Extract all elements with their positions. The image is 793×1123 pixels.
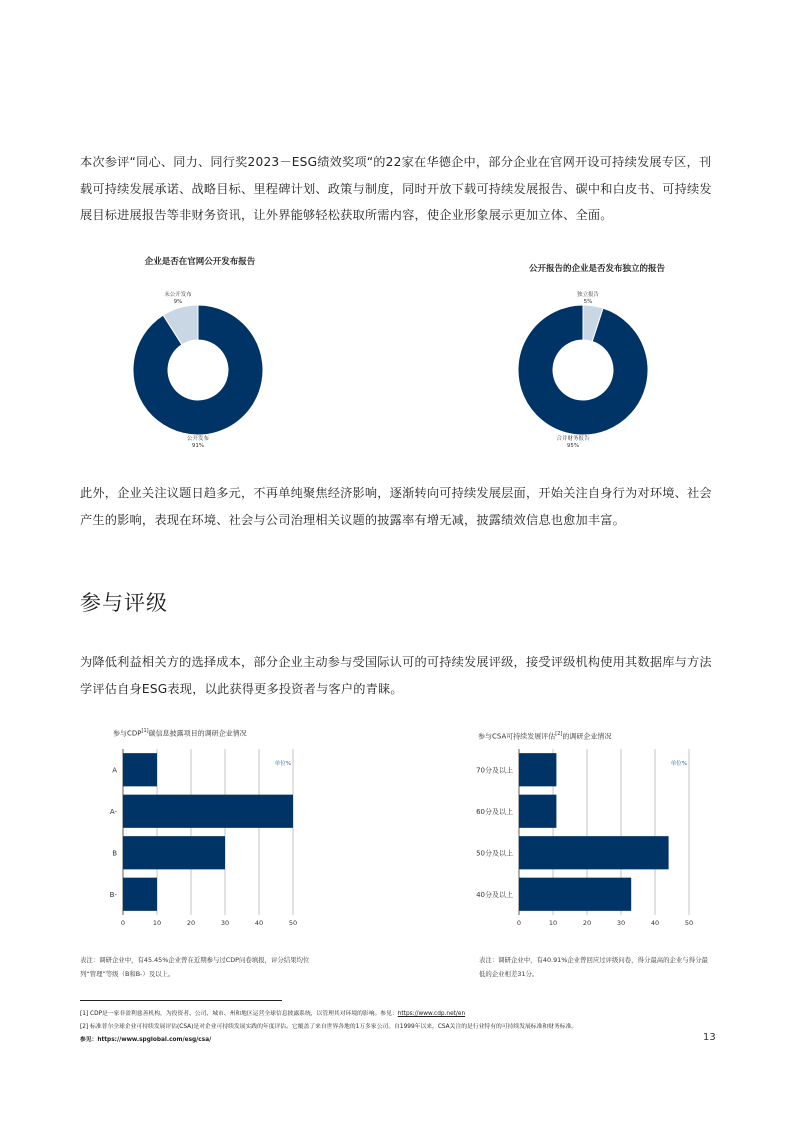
page-number: 13 <box>703 1032 716 1043</box>
bar-chart-2-bar <box>519 795 556 828</box>
section-title: 参与评级 <box>80 591 168 615</box>
donut-2-value-minor: 5% <box>583 299 593 305</box>
donut-1-value-minor: 9% <box>173 299 183 305</box>
bar-chart-1-tick-label: 40 <box>254 919 264 927</box>
bar-chart-1-title <box>113 728 247 738</box>
bar-chart-2-unit-label: 单位% <box>670 761 687 767</box>
donut-1-label-minor: 未公开发布 <box>164 292 192 298</box>
bar-chart-2-tick-label: 20 <box>582 919 592 927</box>
bar-chart-1-title-rest: 碳信息披露项目的调研企业情况 <box>148 729 247 738</box>
bar-chart-2 <box>470 745 700 935</box>
bar-chart-1-title-main: 参与CDP <box>113 729 142 738</box>
bar-chart-1-tick-label: 0 <box>120 919 126 927</box>
bar-chart-1-bar <box>123 878 157 911</box>
bar-chart-1-bar <box>123 753 157 786</box>
bar-chart-2-category-label: 50分及以上 <box>476 849 513 858</box>
bar-chart-2-tick-label: 0 <box>516 919 522 927</box>
bar-chart-1 <box>95 745 300 935</box>
bar-chart-2-tick-label: 50 <box>684 919 694 927</box>
donut-1-label-major: 公开发布 <box>186 436 210 442</box>
bar-chart-1-tick-label: 20 <box>186 919 196 927</box>
bar-chart-2-category-label: 70分及以上 <box>476 766 513 775</box>
bar-chart-1-bar <box>123 836 225 869</box>
donut-chart-2 <box>495 280 675 460</box>
note-left: 表注：调研企业中，有45.45%企业曾在近期参与过CDP问卷填报，评分结果均位列“管理”等级（B和B-）及以上。 <box>80 956 310 978</box>
donut-1-value-major: 91% <box>191 443 205 449</box>
bar-chart-1-tick-label: 10 <box>152 919 162 927</box>
bar-chart-2-title <box>478 731 611 741</box>
bar-chart-2-bar <box>519 836 669 869</box>
rating-paragraph: 为降低利益相关方的选择成本，部分企业主动参与受国际认可的可持续发展评级，接受评级机构使用其数据库与方法学评估自身ESG表现，以此获得更多投资者与客户的青睐。 <box>80 655 712 696</box>
donut-chart-1-title: 企业是否在官网公开发布报告 <box>144 257 256 267</box>
bar-chart-2-tick-label: 10 <box>548 919 558 927</box>
bar-chart-1-bar <box>123 795 293 828</box>
intro-paragraph: 本次参评“同心、同力、同行奖2023－ESG绩效奖项“的22家在华德企中，部分企业在官网开设可持续发展专区，刊载可持续发展承诺、战略目标、里程碑计划、政策与制度，同时开放下载可持续发展报告、碳中和白皮书、可持续发展目标进展报告等非财务资讯，让外界能够轻松获取所需内容，使企业形象展示更加立体、全面。 <box>80 155 712 222</box>
donut-chart-2-title: 公开报告的企业是否发布独立的报告 <box>528 264 665 274</box>
bar-chart-1-category-label: B <box>112 849 117 858</box>
footnote-1-text: [1] CDP是一家非盈利慈善机构，为投资者、公司、城市、州和地区运营全球信息披露系统，以管理其对环境的影响。参见： <box>80 1011 398 1017</box>
bar-chart-2-tick-label: 30 <box>616 919 626 927</box>
bar-chart-2-title-main: 参与CSA可持续发展评估 <box>478 732 556 741</box>
donut-chart-1 <box>110 280 290 460</box>
bar-chart-2-tick-label: 40 <box>650 919 660 927</box>
donut-2-value-major: 95% <box>566 443 580 449</box>
donut-2-label-major: 合并财务报告 <box>556 436 590 442</box>
bar-chart-2-bar <box>519 753 556 786</box>
note-right: 表注：调研企业中，有40.91%企业曾回应过评级问卷，得分最高的企业与得分最低的企业相差31分。 <box>479 956 708 978</box>
bar-chart-2-title-rest: 的调研企业情况 <box>562 732 612 741</box>
donut-2-slice-major <box>518 305 648 435</box>
bar-chart-1-title-sup: [1] <box>141 728 149 734</box>
bar-chart-1-tick-label: 30 <box>220 919 230 927</box>
footnote-divider <box>80 1000 282 1001</box>
bar-chart-1-category-label: A <box>112 766 117 775</box>
footnote-2: [2] 标准普尔全球企业可持续发展评估(CSA)是对企业可持续发展实践的年度评估。它覆盖了来自世界各地的1万多家公司。自1999年以来，CSA关注的是行业特有的可持续发展标准和财务标准。 <box>80 1024 578 1030</box>
footnote-3: 参见：https://www.spglobal.com/esg/csa/ <box>80 1037 212 1043</box>
bar-chart-1-category-label: B- <box>109 890 117 899</box>
footnote-1 <box>80 1008 465 1017</box>
bar-chart-2-title-sup: [2] <box>555 731 563 737</box>
bar-chart-1-unit-label: 单位% <box>274 761 291 767</box>
issues-paragraph: 此外，企业关注议题日趋多元，不再单纯聚焦经济影响，逐渐转向可持续发展层面，开始关注自身行为对环境、社会产生的影响，表现在环境、社会与公司治理相关议题的披露率有增无减，披露绩效信息也愈加丰富。 <box>80 486 712 527</box>
bar-chart-1-tick-label: 50 <box>288 919 298 927</box>
footnote-1-link[interactable]: https://www.cdp.net/en <box>397 1011 466 1017</box>
bar-chart-2-category-label: 40分及以上 <box>476 890 513 899</box>
bar-chart-2-bar <box>519 878 631 911</box>
donut-2-label-minor: 独立报告 <box>576 292 600 298</box>
bar-chart-2-category-label: 60分及以上 <box>476 807 513 816</box>
bar-chart-1-category-label: A- <box>109 807 117 816</box>
